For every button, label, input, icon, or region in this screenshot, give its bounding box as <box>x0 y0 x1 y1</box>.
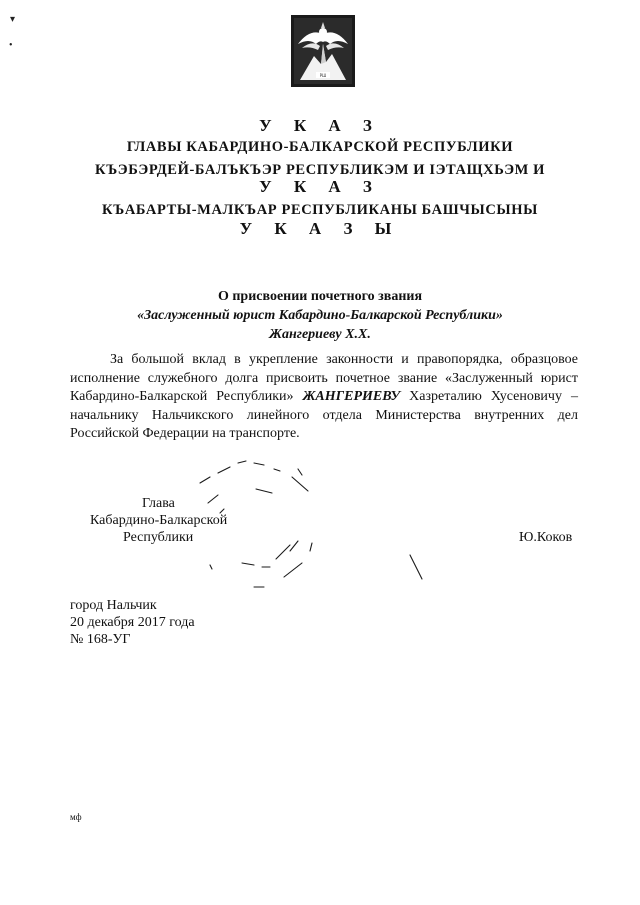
body-text-before: За большой вклад в укрепление законности и правопорядка, образцовое исполнение служебного долга присвоить почетное звание «Заслуженный юрист Кабардино-Балкарской Республики» <box>70 352 578 404</box>
body-text-after: Хазреталию Хусеновичу – начальнику Нальчикского линейного отдела Министерства внутренних дел Российской Федерации на транспорте. <box>70 389 579 441</box>
ukaz-heading-2: У К А З <box>259 177 381 196</box>
scan-speck: ▾ <box>10 14 16 25</box>
heading-kabardian: КЪЭБЭРДЕЙ-БАЛЪКЪЭР РЕСПУБЛИКЭМ И ІЭТАЩХЬЭМ И <box>94 162 546 178</box>
decree-body <box>70 351 578 444</box>
recipient-surname: ЖАНГЕРИЕВУ <box>302 389 401 404</box>
heading-russian: ГЛАВЫ КАБАРДИНО-БАЛКАРСКОЙ РЕСПУБЛИКИ <box>126 139 514 155</box>
title-line-3: Жангериеву Х.Х. <box>269 327 371 342</box>
issue-city: город Нальчик <box>70 598 157 613</box>
heading-balkar: КЪАБАРТЫ-МАЛКЪАР РЕСПУБЛИКАНЫ БАШЧЫСЫНЫ <box>102 202 538 218</box>
title-line-1: О присвоении почетного звания <box>217 289 423 304</box>
handwritten-signature <box>180 455 430 605</box>
scan-speck: • <box>9 40 13 51</box>
decree-number: № 168-УГ <box>70 632 131 647</box>
svg-text:РШ: РШ <box>319 73 327 78</box>
decree-title <box>0 287 640 344</box>
signer-position-line-1: Глава <box>142 496 175 511</box>
document-mark: мф <box>70 812 82 822</box>
signer-name: Ю.Коков <box>519 530 573 545</box>
ukaz-heading-1: У К А З <box>259 116 381 135</box>
signer-position-line-2: Кабардино-Балкарской <box>90 513 228 528</box>
signer-position-line-3: Республики <box>123 530 194 545</box>
coat-of-arms-emblem <box>290 14 356 88</box>
ukaz-heading-3: У К А З Ы <box>239 219 401 238</box>
title-line-2: «Заслуженный юрист Кабардино-Балкарской Республики» <box>137 308 503 323</box>
issue-date: 20 декабря 2017 года <box>70 615 195 630</box>
